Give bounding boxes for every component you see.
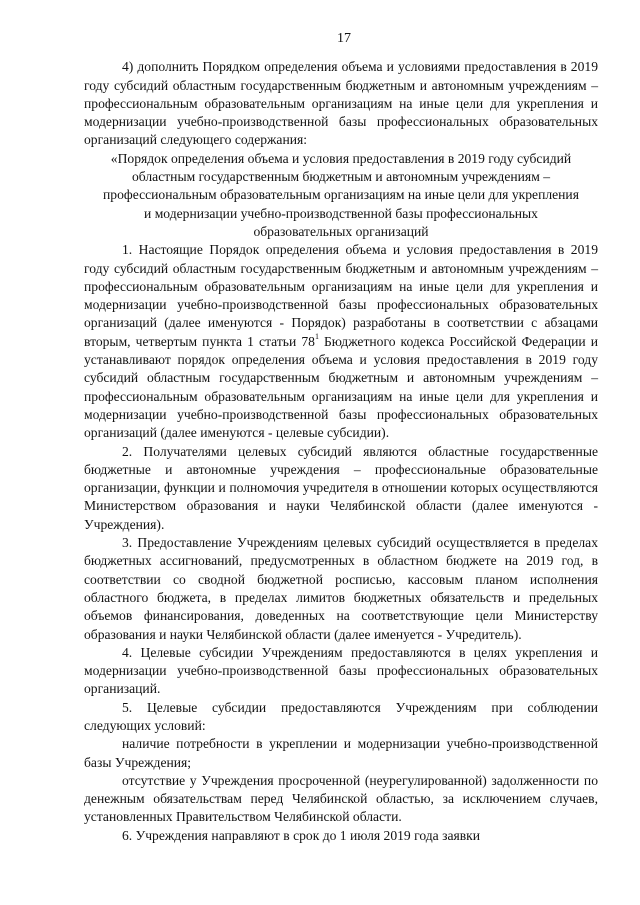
paragraph-6: 6. Учреждения направляют в срок до 1 июля 2019 года заявки: [122, 827, 481, 843]
paragraph-4: 4. Целевые субсидии Учреждениям предоставляются в целях укрепления и модернизации учебно-производственной базы профессиональных образовательных организаций.: [84, 644, 598, 697]
paragraph-1-part-b: Бюджетного кодекса Российской Федерации и устанавливают порядок определения объема и условия предоставления в 2019 году субсидий областным государственным бюджетным и автономным учреждениям – профессиональным образовательным организациям на иные цели для укрепления и модернизации учебно-производственной базы профессиональных образовательных организаций (далее именуются - целевые субсидии).: [84, 333, 598, 441]
paragraph-1: [84, 241, 598, 442]
paragraph-1-part-a: 1. Настоящие Порядок определения объема и условия предоставления в 2019 году субсидий областным государственным бюджетным и автономным учреждениям – профессиональным образовательным организациям на иные цели для укрепления и модернизации учебно-производственной базы профессиональных образовательных организаций (далее именуются - Порядок) разработаны в соответствии с абзацами вторым, четвертым пункта 1 статьи 78: [84, 242, 598, 349]
paragraph-2: 2. Получателями целевых субсидий являются областные государственные бюджетные и автономные учреждения – профессиональные образовательные организации, функции и полномочия учредителя в отношении которых осуществляются Министерством образования и науки Челябинской области (далее именуются - Учреждения).: [84, 443, 598, 532]
paragraph-5-condition-b: отсутствие у Учреждения просроченной (неурегулированной) задолженности по денежным обязательствам перед Челябинской областью, за исключением случаев, установленных Правительством Челябинской области.: [84, 772, 598, 825]
paragraph-5-condition-a: наличие потребности в укреплении и модернизации учебно-производственной базы Учреждения;: [84, 736, 598, 770]
page-number: 17: [337, 31, 351, 46]
section-title: «Порядок определения объема и условия предоставления в 2019 году субсидий областным государственным бюджетным и автономным учреждениям – профессиональным образовательным организациям на иные цели для укрепления и модернизации учебно-производственной базы профессиональных образовательных организаций: [103, 150, 579, 239]
paragraph-3: 3. Предоставление Учреждениям целевых субсидий осуществляется в пределах бюджетных ассигнований, предусмотренных в областном бюджете на 2019 год, в соответствии со сводной бюджетной росписью, кассовым планом исполнения областного бюджета, в пределах лимитов бюджетных обязательств и предельных объемов финансирования, доведенных на соответствующие цели Министерству образования и науки Челябинской области (далее именуется - Учредитель).: [84, 535, 598, 642]
paragraph-5: 5. Целевые субсидии предоставляются Учреждениям при соблюдении следующих условий:: [84, 699, 598, 733]
footnote-superscript: 1: [314, 331, 319, 341]
intro-paragraph: 4) дополнить Порядком определения объема и условиями предоставления в 2019 году субсидий областным государственным бюджетным и автономным учреждениям – профессиональным образовательным организациям на иные цели для укрепления и модернизации учебно-производственной базы профессиональных образовательных организаций следующего содержания:: [84, 59, 598, 148]
